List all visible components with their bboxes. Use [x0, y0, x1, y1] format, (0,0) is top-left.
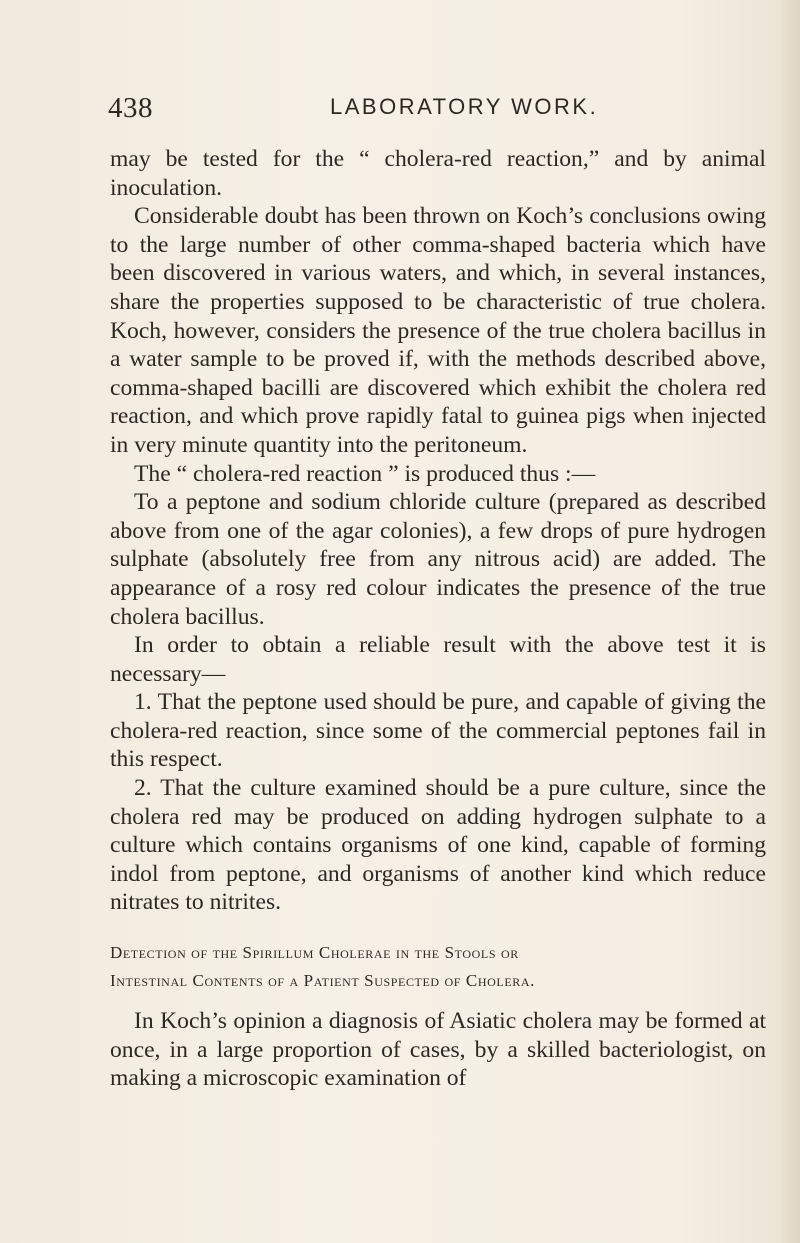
paragraph-reliability: In order to obtain a reliable result with the above test it is necessary— — [110, 632, 766, 687]
paragraph-koch-conclusions: Considerable doubt has been thrown on Koch’s conclusions owing to the large number of other comma-shaped bacteria which have been discovered in various waters, and which, in several instances, share the properties supposed to be characteristic of true cholera. Koch, however, considers the presence of the true cholera bacillus in a water sample to be proved if, with the methods described above, comma-shaped bacilli are discovered which exhibit the cholera red reaction, and which prove rapidly fatal to guinea pigs when injected in very minute quantity into the peritoneum. — [110, 203, 766, 458]
paragraph-reaction-method: To a peptone and sodium chloride culture (prepared as described above from one of the agar colonies), a few drops of pure hydrogen sulphate (absolutely free from any nitrous acid) are added. The appearance of a rosy red colour indicates the presence of the true cholera bacillus. — [110, 489, 766, 630]
section-heading — [110, 939, 766, 995]
paragraph-continuation: may be tested for the “ cholera-red reaction,” and by animal inoculation. — [110, 146, 766, 201]
page-number: 438 — [108, 92, 153, 124]
running-head — [108, 88, 768, 128]
paragraph-reaction-intro: The “ cholera-red reaction ” is produced thus :— — [134, 460, 596, 487]
list-item-1: 1. That the peptone used should be pure, and capable of giving the cholera-red reaction, since some of the commercial peptones fail in this respect. — [110, 689, 766, 773]
section-heading-line-2: Intestinal Contents of a Patient Suspected of Cholera. — [110, 971, 535, 991]
section-heading-line-1: Detection of the Spirillum Cholerae in the Stools or — [110, 943, 519, 963]
list-item-2: 2. That the culture examined should be a pure culture, since the cholera red may be produced on adding hydrogen sulphate to a culture which contains organisms of one kind, capable of forming indol from peptone, and organisms of another kind which reduce nitrates to nitrites. — [110, 775, 766, 916]
page-edge-shadow — [778, 0, 800, 1243]
running-head-title: LABORATORY WORK. — [330, 94, 599, 119]
paragraph-koch-opinion: In Koch’s opinion a diagnosis of Asiatic cholera may be formed at once, in a large proportion of cases, by a skilled bacteriologist, on making a microscopic examination of — [110, 1008, 766, 1092]
body-text — [110, 145, 766, 1093]
